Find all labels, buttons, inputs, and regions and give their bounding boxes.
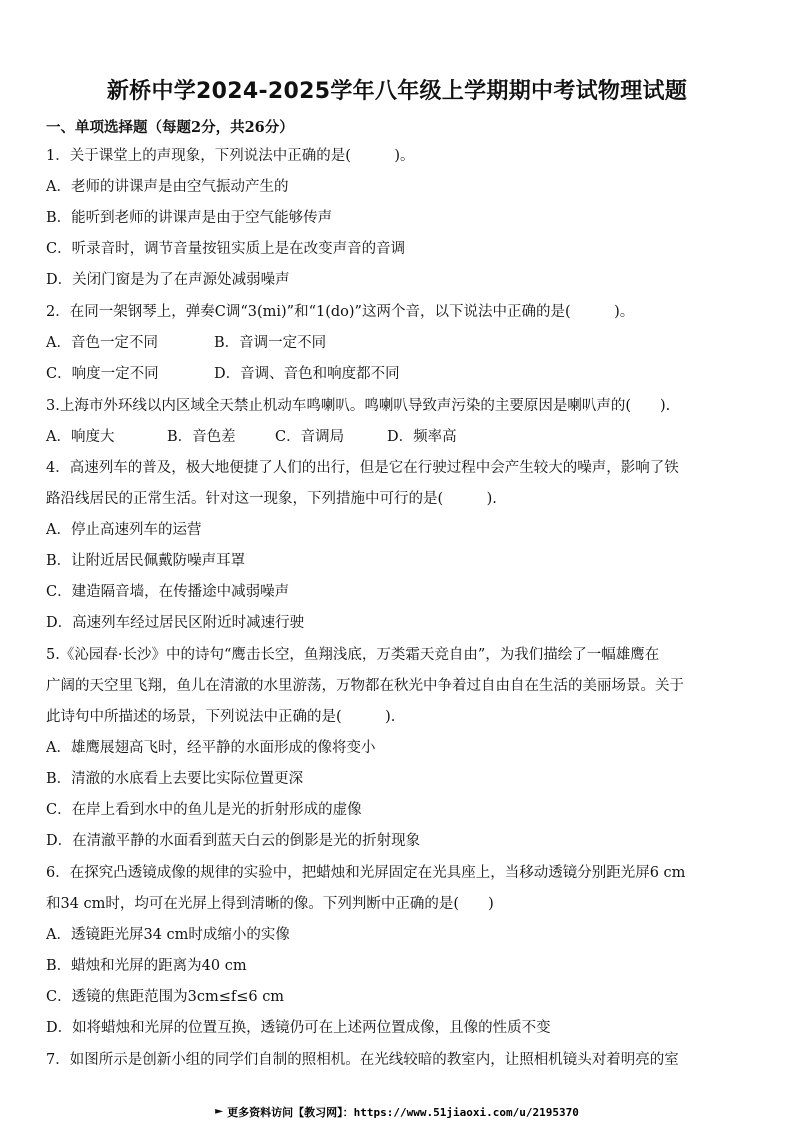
question-1-option-d: D．关闭门窗是为了在声源处减弱噪声 bbox=[46, 272, 290, 288]
question-5-option-d: D．在清澈平静的水面看到蓝天白云的倒影是光的折射现象 bbox=[46, 833, 421, 849]
question-1-stem: 1．关于课堂上的声现象，下列说法中正确的是( )。 bbox=[46, 148, 415, 164]
question-5-stem-line-1: 5.《沁园春·长沙》中的诗句“鹰击长空，鱼翔浅底，万类霜天竞自由”，为我们描绘了一幅雄鹰在 bbox=[46, 647, 660, 663]
question-1-option-c: C．听录音时，调节音量按钮实质上是在改变声音的音调 bbox=[46, 241, 406, 257]
question-1-option-a: A．老师的讲课声是由空气振动产生的 bbox=[46, 179, 289, 195]
question-5-stem-line-3: 此诗句中所描述的场景，下列说法中正确的是( ). bbox=[46, 709, 396, 725]
question-2-option-a: A．音色一定不同 bbox=[46, 335, 158, 351]
question-6-option-a: A．透镜距光屏34 cm时成缩小的实像 bbox=[46, 927, 290, 943]
question-2-option-b: B．音调一定不同 bbox=[214, 335, 327, 351]
question-5-option-b: B．清澈的水底看上去要比实际位置更深 bbox=[46, 771, 304, 787]
question-5-stem-line-2: 广阔的天空里飞翔，鱼儿在清澈的水里游荡，万物都在秋光中争着过自由自在生活的美丽场景。关于 bbox=[46, 678, 684, 694]
question-2-options-row-1 bbox=[46, 333, 326, 353]
question-1-option-b: B．能听到老师的讲课声是由于空气能够传声 bbox=[46, 210, 333, 226]
page-title: 新桥中学2024-2025学年八年级上学期期中考试物理试题 bbox=[106, 79, 688, 104]
question-4-stem-line-1: 4．高速列车的普及，极大地便捷了人们的出行，但是它在行驶过程中会产生较大的噪声，影响了铁 bbox=[46, 460, 679, 476]
question-3-options-row bbox=[46, 427, 457, 447]
question-2-stem: 2．在同一架钢琴上，弹奏C调“3(mi)”和“1(do)”这两个音，以下说法中正确的是( )。 bbox=[46, 304, 635, 320]
question-5-option-c: C．在岸上看到水中的鱼儿是光的折射形成的虚像 bbox=[46, 802, 362, 818]
question-6-stem-line-2: 和34 cm时，均可在光屏上得到清晰的像。下列判断中正确的是( ) bbox=[46, 896, 494, 912]
footer-text: 更多资料访问【教习网】：https://www.51jiaoxi.com/u/2195370 bbox=[227, 1106, 579, 1119]
footer-link[interactable] bbox=[0, 1104, 794, 1120]
question-3-option-d: D．频率高 bbox=[387, 429, 457, 445]
question-3-stem: 3.上海市外环线以内区域全天禁止机动车鸣喇叭。鸣喇叭导致声污染的主要原因是喇叭声的( ). bbox=[46, 398, 671, 414]
question-4-option-a: A．停止高速列车的运营 bbox=[46, 522, 202, 538]
question-6-option-d: D．如将蜡烛和光屏的位置互换，透镜仍可在上述两位置成像，且像的性质不变 bbox=[46, 1020, 551, 1036]
question-5-option-a: A．雄鹰展翅高飞时，经平静的水面形成的像将变小 bbox=[46, 740, 376, 756]
question-4-option-d: D．高速列车经过居民区附近时减速行驶 bbox=[46, 615, 305, 631]
question-2-option-c: C．响度一定不同 bbox=[46, 366, 159, 382]
question-6-stem-line-1: 6．在探究凸透镜成像的规律的实验中，把蜡烛和光屏固定在光具座上，当移动透镜分别距光屏6 cm bbox=[46, 865, 686, 881]
section-heading: 一、单项选择题（每题2分，共26分） bbox=[46, 119, 294, 136]
question-2-options-row-2 bbox=[46, 364, 400, 384]
flag-icon bbox=[215, 1109, 223, 1117]
question-2-option-d: D．音调、音色和响度都不同 bbox=[214, 366, 400, 382]
question-3-option-a: A．响度大 bbox=[46, 429, 115, 445]
question-4-option-b: B．让附近居民佩戴防噪声耳罩 bbox=[46, 553, 246, 569]
question-6-option-b: B．蜡烛和光屏的距离为40 cm bbox=[46, 958, 247, 974]
question-4-stem-line-2: 路沿线居民的正常生活。针对这一现象，下列措施中可行的是( ). bbox=[46, 491, 497, 507]
question-3-option-b: B．音色差 bbox=[167, 429, 236, 445]
question-3-option-c: C．音调局 bbox=[275, 429, 345, 445]
question-7-stem-line-1: 7．如图所示是创新小组的同学们自制的照相机。在光线较暗的教室内，让照相机镜头对着明亮的室 bbox=[46, 1052, 679, 1068]
question-4-option-c: C．建造隔音墙，在传播途中减弱噪声 bbox=[46, 584, 290, 600]
question-6-option-c: C．透镜的焦距范围为3cm≤f≤6 cm bbox=[46, 989, 285, 1005]
